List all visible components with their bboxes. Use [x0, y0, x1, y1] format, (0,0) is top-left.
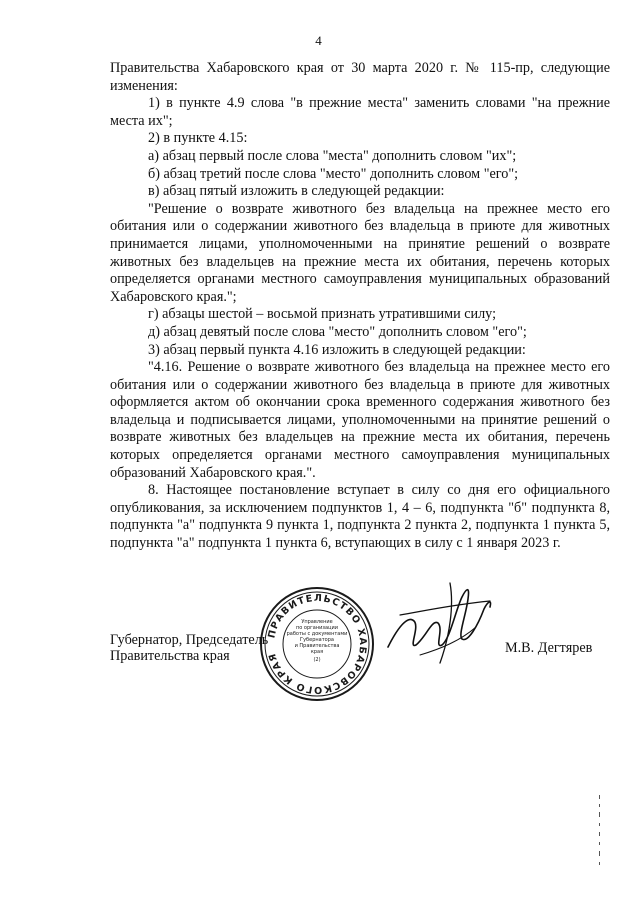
seal-line: (2) — [313, 657, 321, 663]
paragraph: 1) в пункте 4.9 слова "в прежние места" заменить словами "на прежние места их"; — [110, 95, 610, 129]
seal-line: Губернатора — [300, 637, 334, 643]
margin-scan-marks — [597, 795, 603, 880]
seal-line: и Правительства — [294, 643, 340, 649]
handwritten-signature — [380, 575, 500, 675]
seal-line: Управление — [301, 619, 333, 625]
official-seal — [258, 585, 376, 708]
paragraph: а) абзац первый после слова "места" дополнить словом "их"; — [148, 147, 517, 164]
seal-line: по организации — [296, 625, 338, 631]
paragraph: 3) абзац первый пункта 4.16 изложить в следующей редакции: — [148, 341, 526, 358]
signatory-title-line1: Губернатор, Председатель — [110, 632, 269, 648]
paragraph: г) абзацы шестой – восьмой признать утратившими силу; — [148, 306, 497, 323]
signatory-title-line2: Правительства края — [110, 648, 230, 664]
seal-outer-text: ПРАВИТЕЛЬСТВО ХАБАРОВСКОГО КРАЯ — [266, 592, 369, 696]
paragraph: в) абзац пятый изложить в следующей редакции: — [148, 183, 445, 200]
paragraph: д) абзац девятый после слова "место" дополнить словом "его"; — [148, 323, 527, 340]
seal-line: работы с документами — [286, 631, 348, 637]
paragraph: б) абзац третий после слова "место" дополнить словом "его"; — [148, 165, 519, 182]
page-number: 4 — [315, 33, 322, 48]
paragraph: "4.16. Решение о возврате животного без владельца на прежнее место его обитания или о содержании животного без владельца в приюте для животных оформляется актом об окончании срока временного содержания животного без владельца и подписывается лицами, уполномоченными на принятие решений о возврате животных без владельцев на прежние места их обитания, перечень которых определяется органами местного самоуправления муниципальных образований Хабаровского края.". — [110, 359, 610, 481]
paragraph: 8. Настоящее постановление вступает в силу со дня его официального опубликования, за исключением подпунктов 1, 4 – 6, подпункта "б" подпункта 8, подпункта "а" подпункта 9 пункта 1, подпункта 2 пункта 2, подпункта 1 пункта 5, подпункта "а" подпункта 1 пункта 6, вступающих в силу с 1 января 2023 г. — [110, 482, 610, 552]
seal-line: края — [310, 649, 324, 655]
signatory-name: М.В. Дегтярев — [505, 640, 593, 656]
paragraph: 2) в пункте 4.15: — [148, 130, 248, 147]
signatory-title — [110, 632, 268, 664]
paragraph: Правительства Хабаровского края от 30 марта 2020 г. № 115-пр, следующие изменения: — [110, 60, 610, 94]
paragraph: "Решение о возврате животного без владельца на прежнее место его обитания или о содержании животного без владельца в приюте для животных принимается лицами, уполномоченными на принятие решений о возврате животных без владельцев на прежние места их обитания, перечень которых определяется органами местного самоуправления муниципальных образований Хабаровского края."; — [110, 200, 610, 305]
document-body — [110, 60, 610, 553]
